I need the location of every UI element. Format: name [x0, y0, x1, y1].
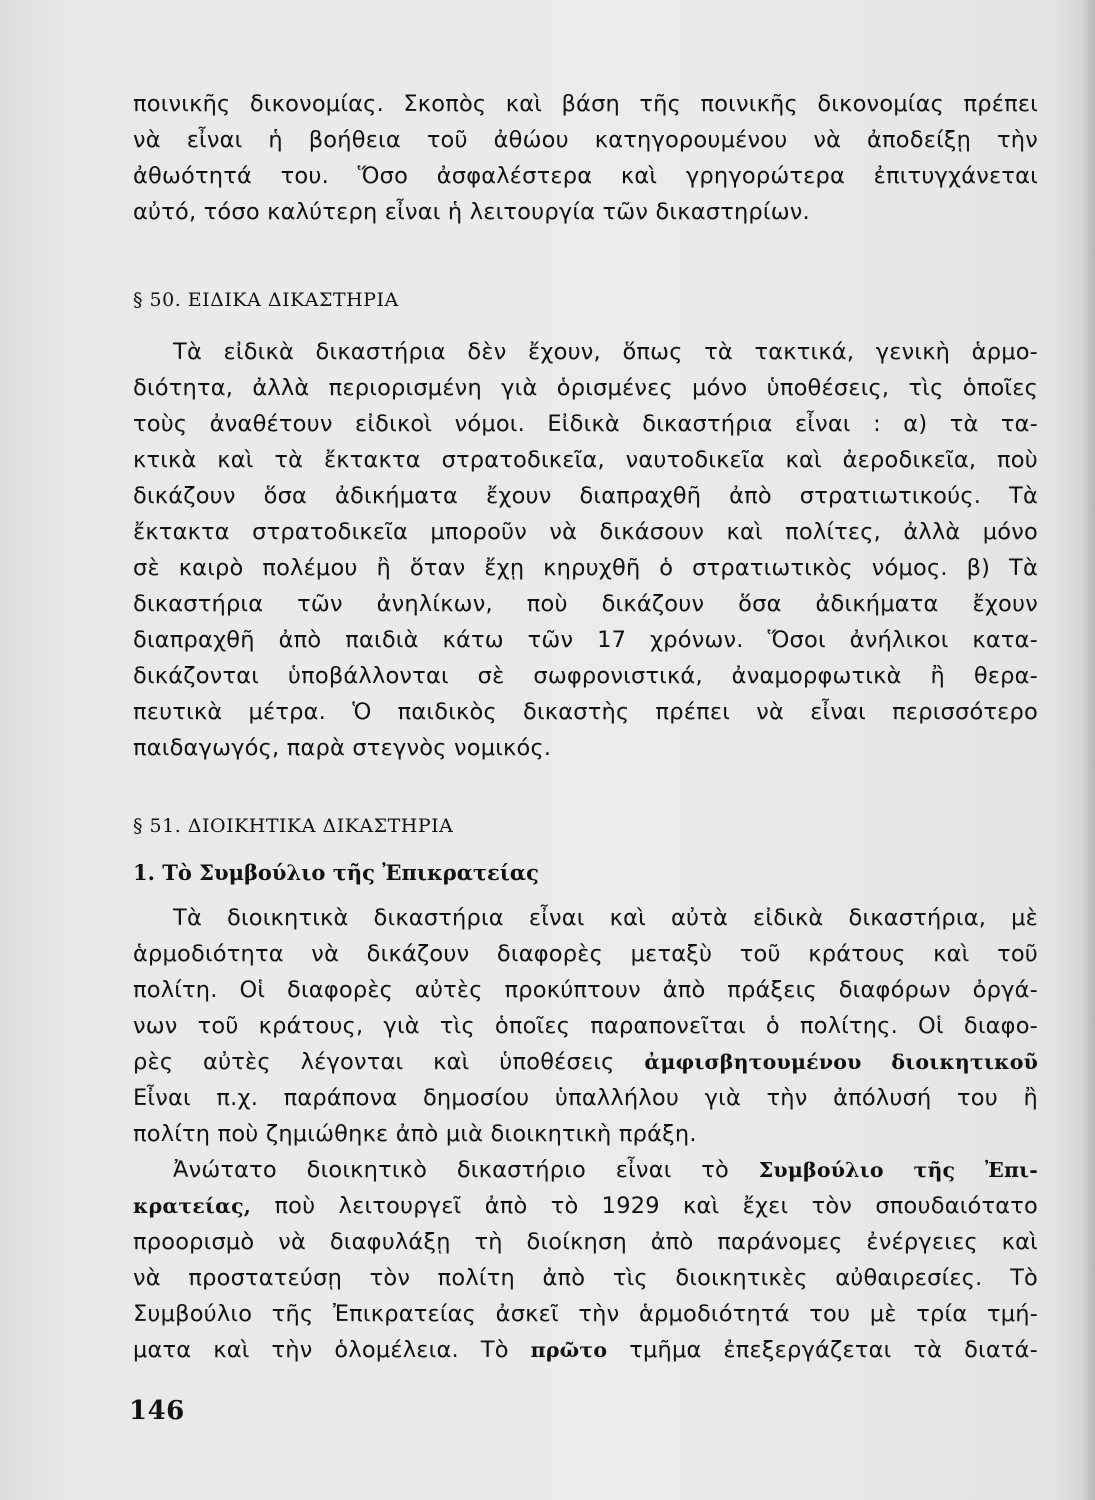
text-line [133, 1152, 1038, 1188]
section-50-paragraph [133, 334, 1038, 766]
text-line: αὐτό, τόσο καλύτερη εἶναι ἡ λειτουργία τῶν δικαστηρίων. [133, 199, 810, 225]
bold-term: κρατείας, [133, 1194, 252, 1218]
text-line: ποινικῆς δικονομίας. Σκοπὸς καὶ βάση τῆς ποινικῆς δικονομίας πρέπει [133, 91, 1038, 117]
text-line: ἁρμοδιότητα νὰ δικάζουν διαφορὲς μεταξὺ τοῦ κράτους καὶ τοῦ [133, 941, 1038, 967]
text-line: νὰ εἶναι ἡ βοήθεια τοῦ ἀθώου κατηγορουμένου νὰ ἀποδείξῃ τὴν [133, 127, 1038, 153]
text-line: παιδαγωγός, παρὰ στεγνὸς νομικός. [133, 735, 552, 761]
text-line: Εἶναι π.χ. παράπονα δημοσίου ὑπαλλήλου γιὰ τὴν ἀπόλυσή του ἢ [133, 1085, 1038, 1111]
text-line [133, 1188, 1038, 1224]
text-line: νὰ προστατεύσῃ τὸν πολίτη ἀπὸ τὶς διοικητικὲς αὐθαιρεσίες. Τὸ [133, 1265, 1038, 1291]
subsection-heading: 1. Τὸ Συμβούλιο τῆς Ἐπικρατείας [133, 860, 539, 885]
text-run: Ἀνώτατο διοικητικὸ δικαστήριο εἶναι τὸ [173, 1157, 729, 1183]
section-51-paragraph-1 [133, 900, 1038, 1152]
text-line: δικάζουν ὅσα ἀδικήματα ἔχουν διαπραχθῆ ἀπὸ στρατιωτικούς. Τὰ [133, 483, 1038, 509]
text-run: ποὺ λειτουργεῖ ἀπὸ τὸ 1929 καὶ ἔχει τὸν σπουδαιότατο [274, 1193, 1038, 1219]
text-line: Τὰ εἰδικὰ δικαστήρια δὲν ἔχουν, ὅπως τὰ τακτικά, γενικὴ ἁρμο- [173, 339, 1038, 365]
bold-term: πρῶτο [530, 1338, 608, 1362]
text-line [133, 1044, 1038, 1080]
text-run: ρὲς αὐτὲς λέγονται καὶ ὑποθέσεις [133, 1049, 615, 1075]
text-line: Συμβούλιο τῆς Ἐπικρατείας ἀσκεῖ τὴν ἁρμοδιότητά του μὲ τρία τμή- [133, 1301, 1038, 1327]
bold-term: Συμβούλιο τῆς Ἐπι- [758, 1158, 1038, 1182]
text-line: ἔκτακτα στρατοδικεῖα μποροῦν νὰ δικάσουν καὶ πολίτες, ἀλλὰ μόνο [133, 519, 1038, 545]
page-number: 146 [129, 1396, 185, 1426]
text-line: διότητα, ἀλλὰ περιορισμένη γιὰ ὁρισμένες μόνο ὑποθέσεις, τὶς ὁποῖες [133, 375, 1038, 401]
text-line: δικάζονται ὑποβάλλονται σὲ σωφρονιστικά, ἀναμορφωτικὰ ἢ θερα- [133, 663, 1038, 689]
text-line: νων τοῦ κράτους, γιὰ τὶς ὁποῖες παραπονεῖται ὁ πολίτης. Οἱ διαφο- [133, 1013, 1038, 1039]
section-51-paragraph-2 [133, 1152, 1038, 1368]
intro-paragraph [133, 86, 1038, 230]
text-line: διαπραχθῆ ἀπὸ παιδιὰ κάτω τῶν 17 χρόνων. Ὅσοι ἀνήλικοι κατα- [133, 627, 1038, 653]
text-line: Τὰ διοικητικὰ δικαστήρια εἶναι καὶ αὐτὰ εἰδικὰ δικαστήρια, μὲ [173, 905, 1038, 931]
text-line: κτικὰ καὶ τὰ ἔκτακτα στρατοδικεῖα, ναυτοδικεῖα καὶ ἀεροδικεῖα, ποὺ [133, 447, 1038, 473]
text-line: πολίτη. Οἱ διαφορὲς αὐτὲς προκύπτουν ἀπὸ πράξεις διαφόρων ὀργά- [133, 977, 1038, 1003]
text-line: δικαστήρια τῶν ἀνηλίκων, ποὺ δικάζουν ὅσα ἀδικήματα ἔχουν [133, 591, 1038, 617]
text-run: ματα καὶ τὴν ὁλομέλεια. Τὸ [133, 1337, 509, 1363]
bold-term: ἀμφισβητουμένου διοικητικοῦ [644, 1050, 1038, 1074]
text-line: πολίτη ποὺ ζημιώθηκε ἀπὸ μιὰ διοικητικὴ πράξη. [133, 1121, 697, 1147]
page-edge-shadow [1081, 0, 1095, 1500]
text-line: τοὺς ἀναθέτουν εἰδικοὶ νόμοι. Εἰδικὰ δικαστήρια εἶναι : α) τὰ τα- [133, 411, 1038, 437]
section-50-heading: § 50. ΕΙΔΙΚΑ ΔΙΚΑΣΤΗΡΙΑ [133, 289, 399, 311]
text-line [133, 1332, 1038, 1368]
text-line: σὲ καιρὸ πολέμου ἢ ὅταν ἔχῃ κηρυχθῆ ὁ στρατιωτικὸς νόμος. β) Τὰ [133, 555, 1038, 581]
text-line: ἀθωότητά του. Ὅσο ἀσφαλέστερα καὶ γρηγορώτερα ἐπιτυγχάνεται [133, 163, 1038, 189]
text-line: πευτικὰ μέτρα. Ὁ παιδικὸς δικαστὴς πρέπει νὰ εἶναι περισσότερο [133, 699, 1038, 725]
text-line: προορισμὸ νὰ διαφυλάξῃ τὴ διοίκηση ἀπὸ παράνομες ἐνέργειες καὶ [133, 1229, 1038, 1255]
text-run: τμῆμα ἐπεξεργάζεται τὰ διατά- [629, 1337, 1038, 1363]
section-51-heading: § 51. ΔΙΟΙΚΗΤΙΚΑ ΔΙΚΑΣΤΗΡΙΑ [133, 815, 454, 837]
